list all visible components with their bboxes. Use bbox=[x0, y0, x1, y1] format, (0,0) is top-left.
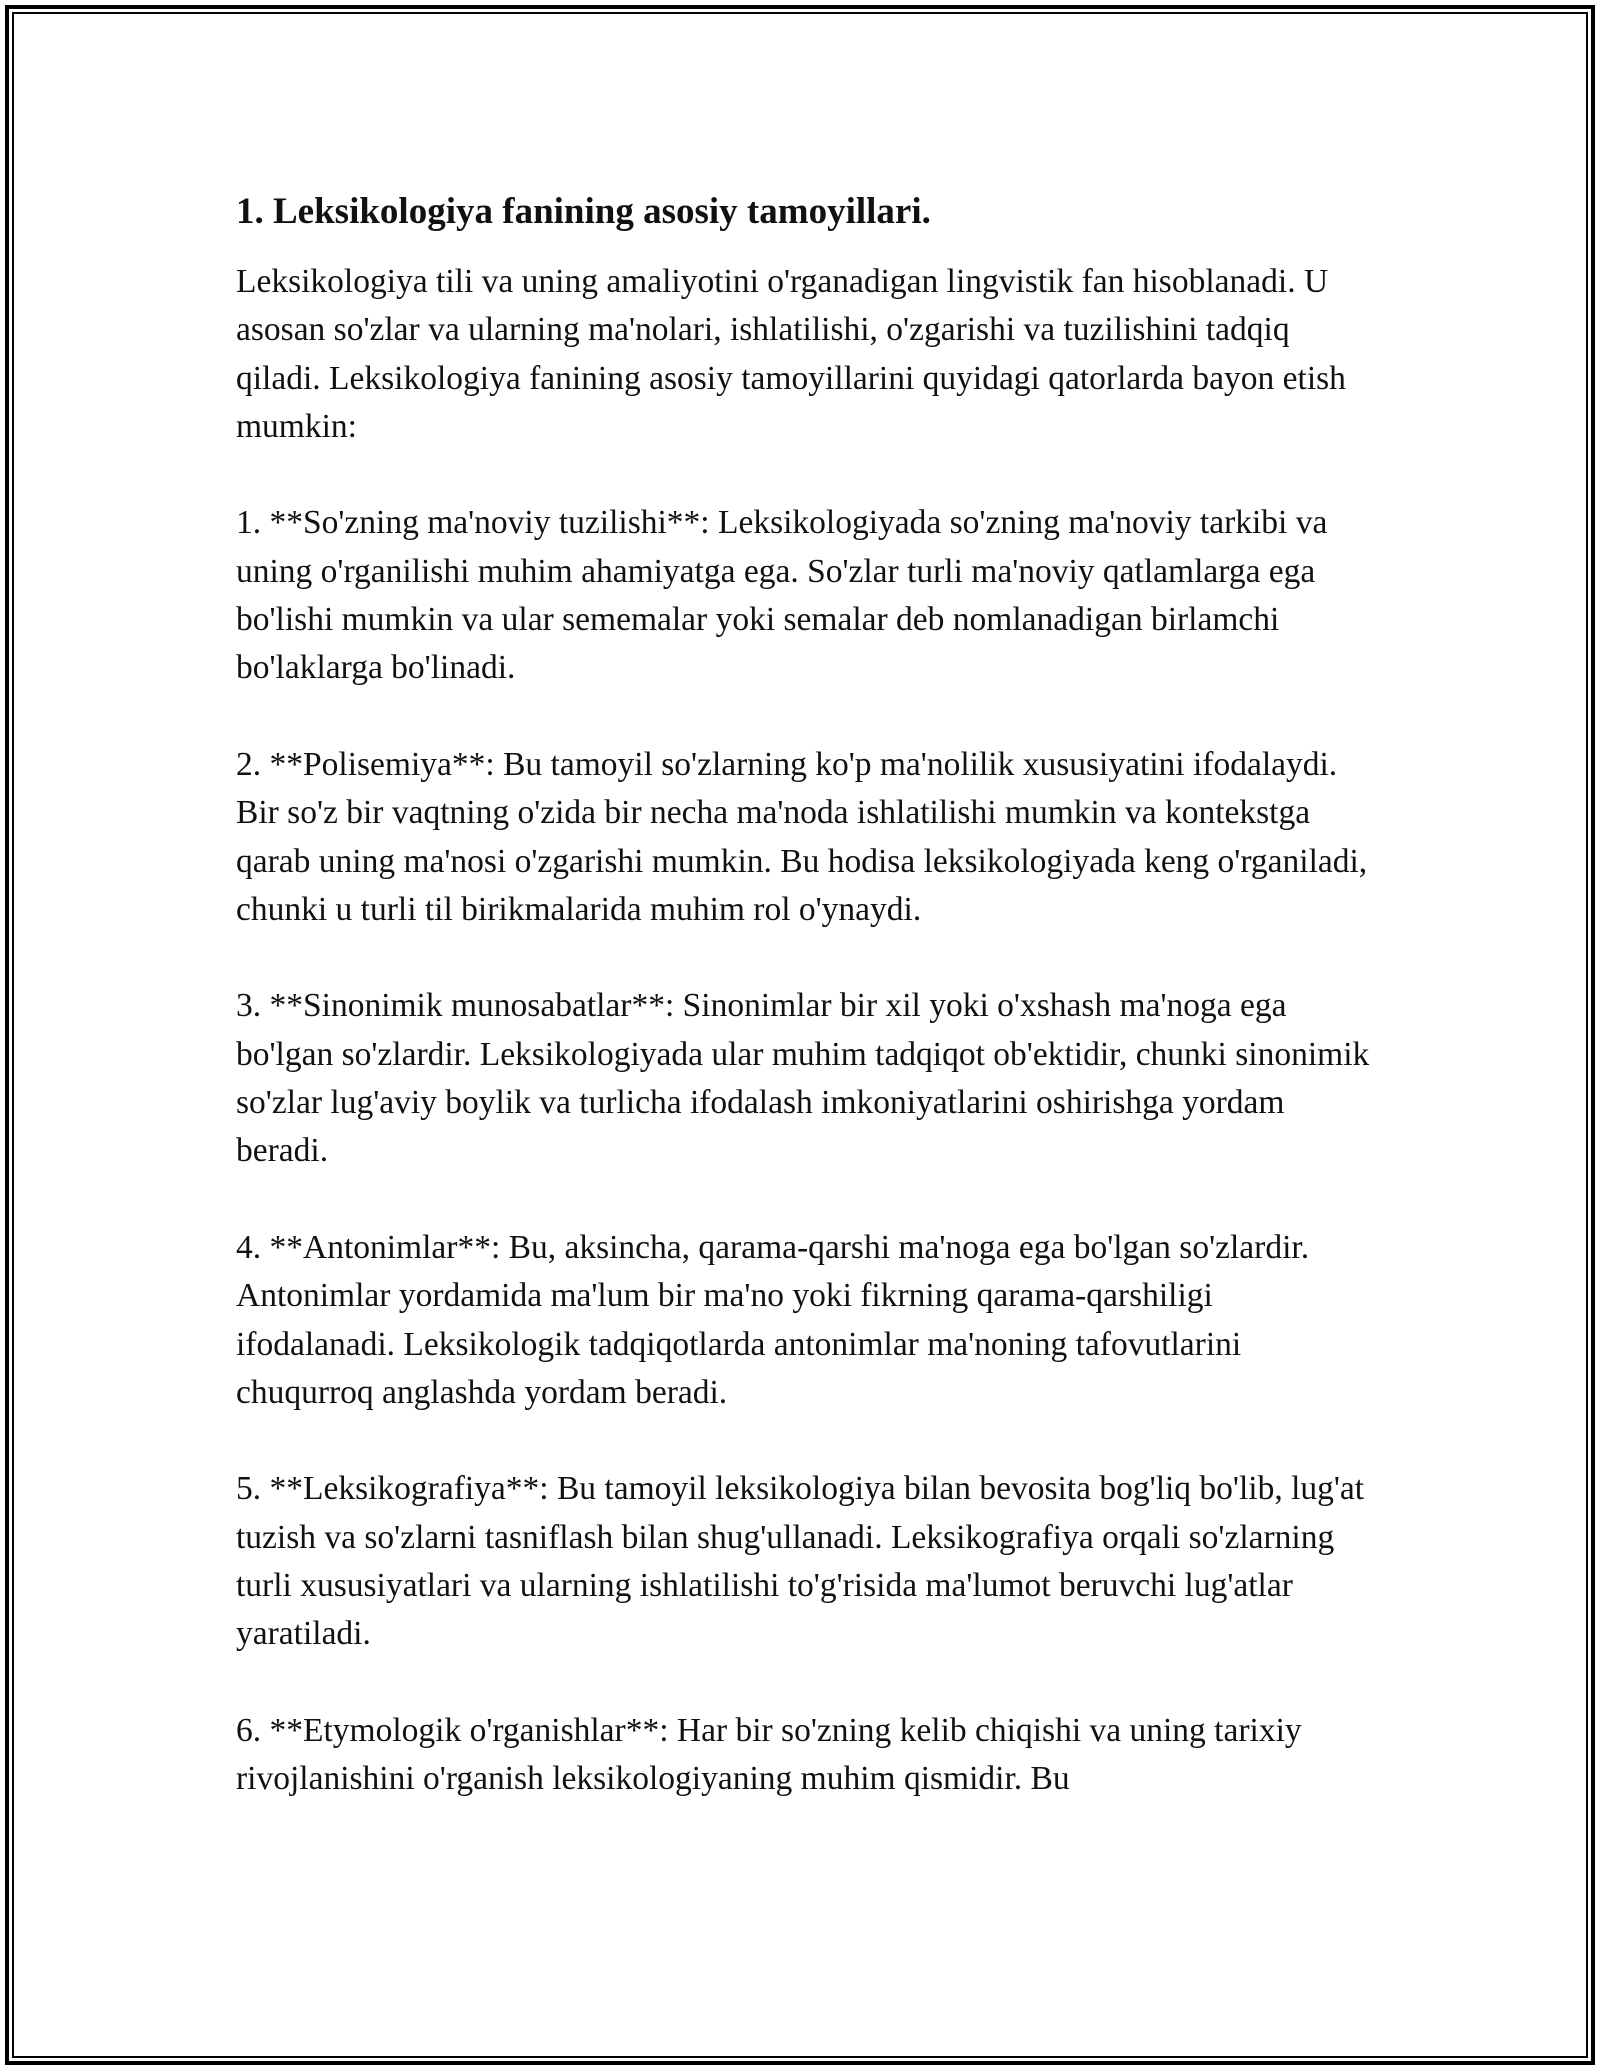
paragraph-item-4: 4. **Antonimlar**: Bu, aksincha, qarama-qarshi ma'noga ega bo'lgan so'zlardir. Antonimlar yordamida ma'lum bir ma'no yoki fikrning qarama-qarshiligi ifodalanadi. Leksikologik tadqiqotlarda antonimlar ma'noning tafovutlarini chuqurroq anglashda yordam beradi. bbox=[236, 1228, 1310, 1411]
paragraph-item-1: 1. **So'zning ma'noviy tuzilishi**: Leksikologiyada so'zning ma'noviy tarkibi va uning o'rganilishi muhim ahamiyatga ega. So'zlar turli ma'noviy qatlamlarga ega bo'lishi mumkin va ular sememalar yoki semalar deb nomlanadigan birlamchi bo'laklarga bo'linadi. bbox=[236, 504, 1328, 687]
document-body bbox=[236, 188, 1372, 1852]
document-heading: 1. Leksikologiya fanining asosiy tamoyillari. bbox=[236, 191, 931, 232]
paragraph-item-2: 2. **Polisemiya**: Bu tamoyil so'zlarning ko'p ma'nolilik xususiyatini ifodalaydi. Bir so'z bir vaqtning o'zida bir necha ma'noda ishlatilishi mumkin va kontekstga qarab uning ma'nosi o'zgarishi mumkin. Bu hodisa leksikologiyada keng o'rganiladi, chunki u turli til birikmalarida muhim rol o'ynaydi. bbox=[236, 745, 1368, 928]
paragraph-item-3: 3. **Sinonimik munosabatlar**: Sinonimlar bir xil yoki o'xshash ma'noga ega bo'lgan so'zlardir. Leksikologiyada ular muhim tadqiqot ob'ektidir, chunki sinonimik so'zlar lug'aviy boylik va turlicha ifodalash imkoniyatlarini oshirishga yordam beradi. bbox=[236, 987, 1370, 1170]
paragraph-intro: Leksikologiya tili va uning amaliyotini o'rganadigan lingvistik fan hisoblanadi. U asosan so'zlar va ularning ma'nolari, ishlatilishi, o'zgarishi va tuzilishini tadqiq qiladi. Leksikologiya fanining asosiy tamoyillarini quyidagi qatorlarda bayon etish mumkin: bbox=[236, 263, 1346, 445]
paragraph-item-5: 5. **Leksikografiya**: Bu tamoyil leksikologiya bilan bevosita bog'liq bo'lib, lug'at tuzish va so'zlarni tasniflash bilan shug'ullanadi. Leksikografiya orqali so'zlarning turli xususiyatlari va ularning ishlatilishi to'g'risida ma'lumot beruvchi lug'atlar yaratiladi. bbox=[236, 1470, 1365, 1653]
paragraph-item-6: 6. **Etymologik o'rganishlar**: Har bir so'zning kelib chiqishi va uning tarixiy rivojlanishini o'rganish leksikologiyaning muhim qismidir. Bu bbox=[236, 1711, 1302, 1798]
